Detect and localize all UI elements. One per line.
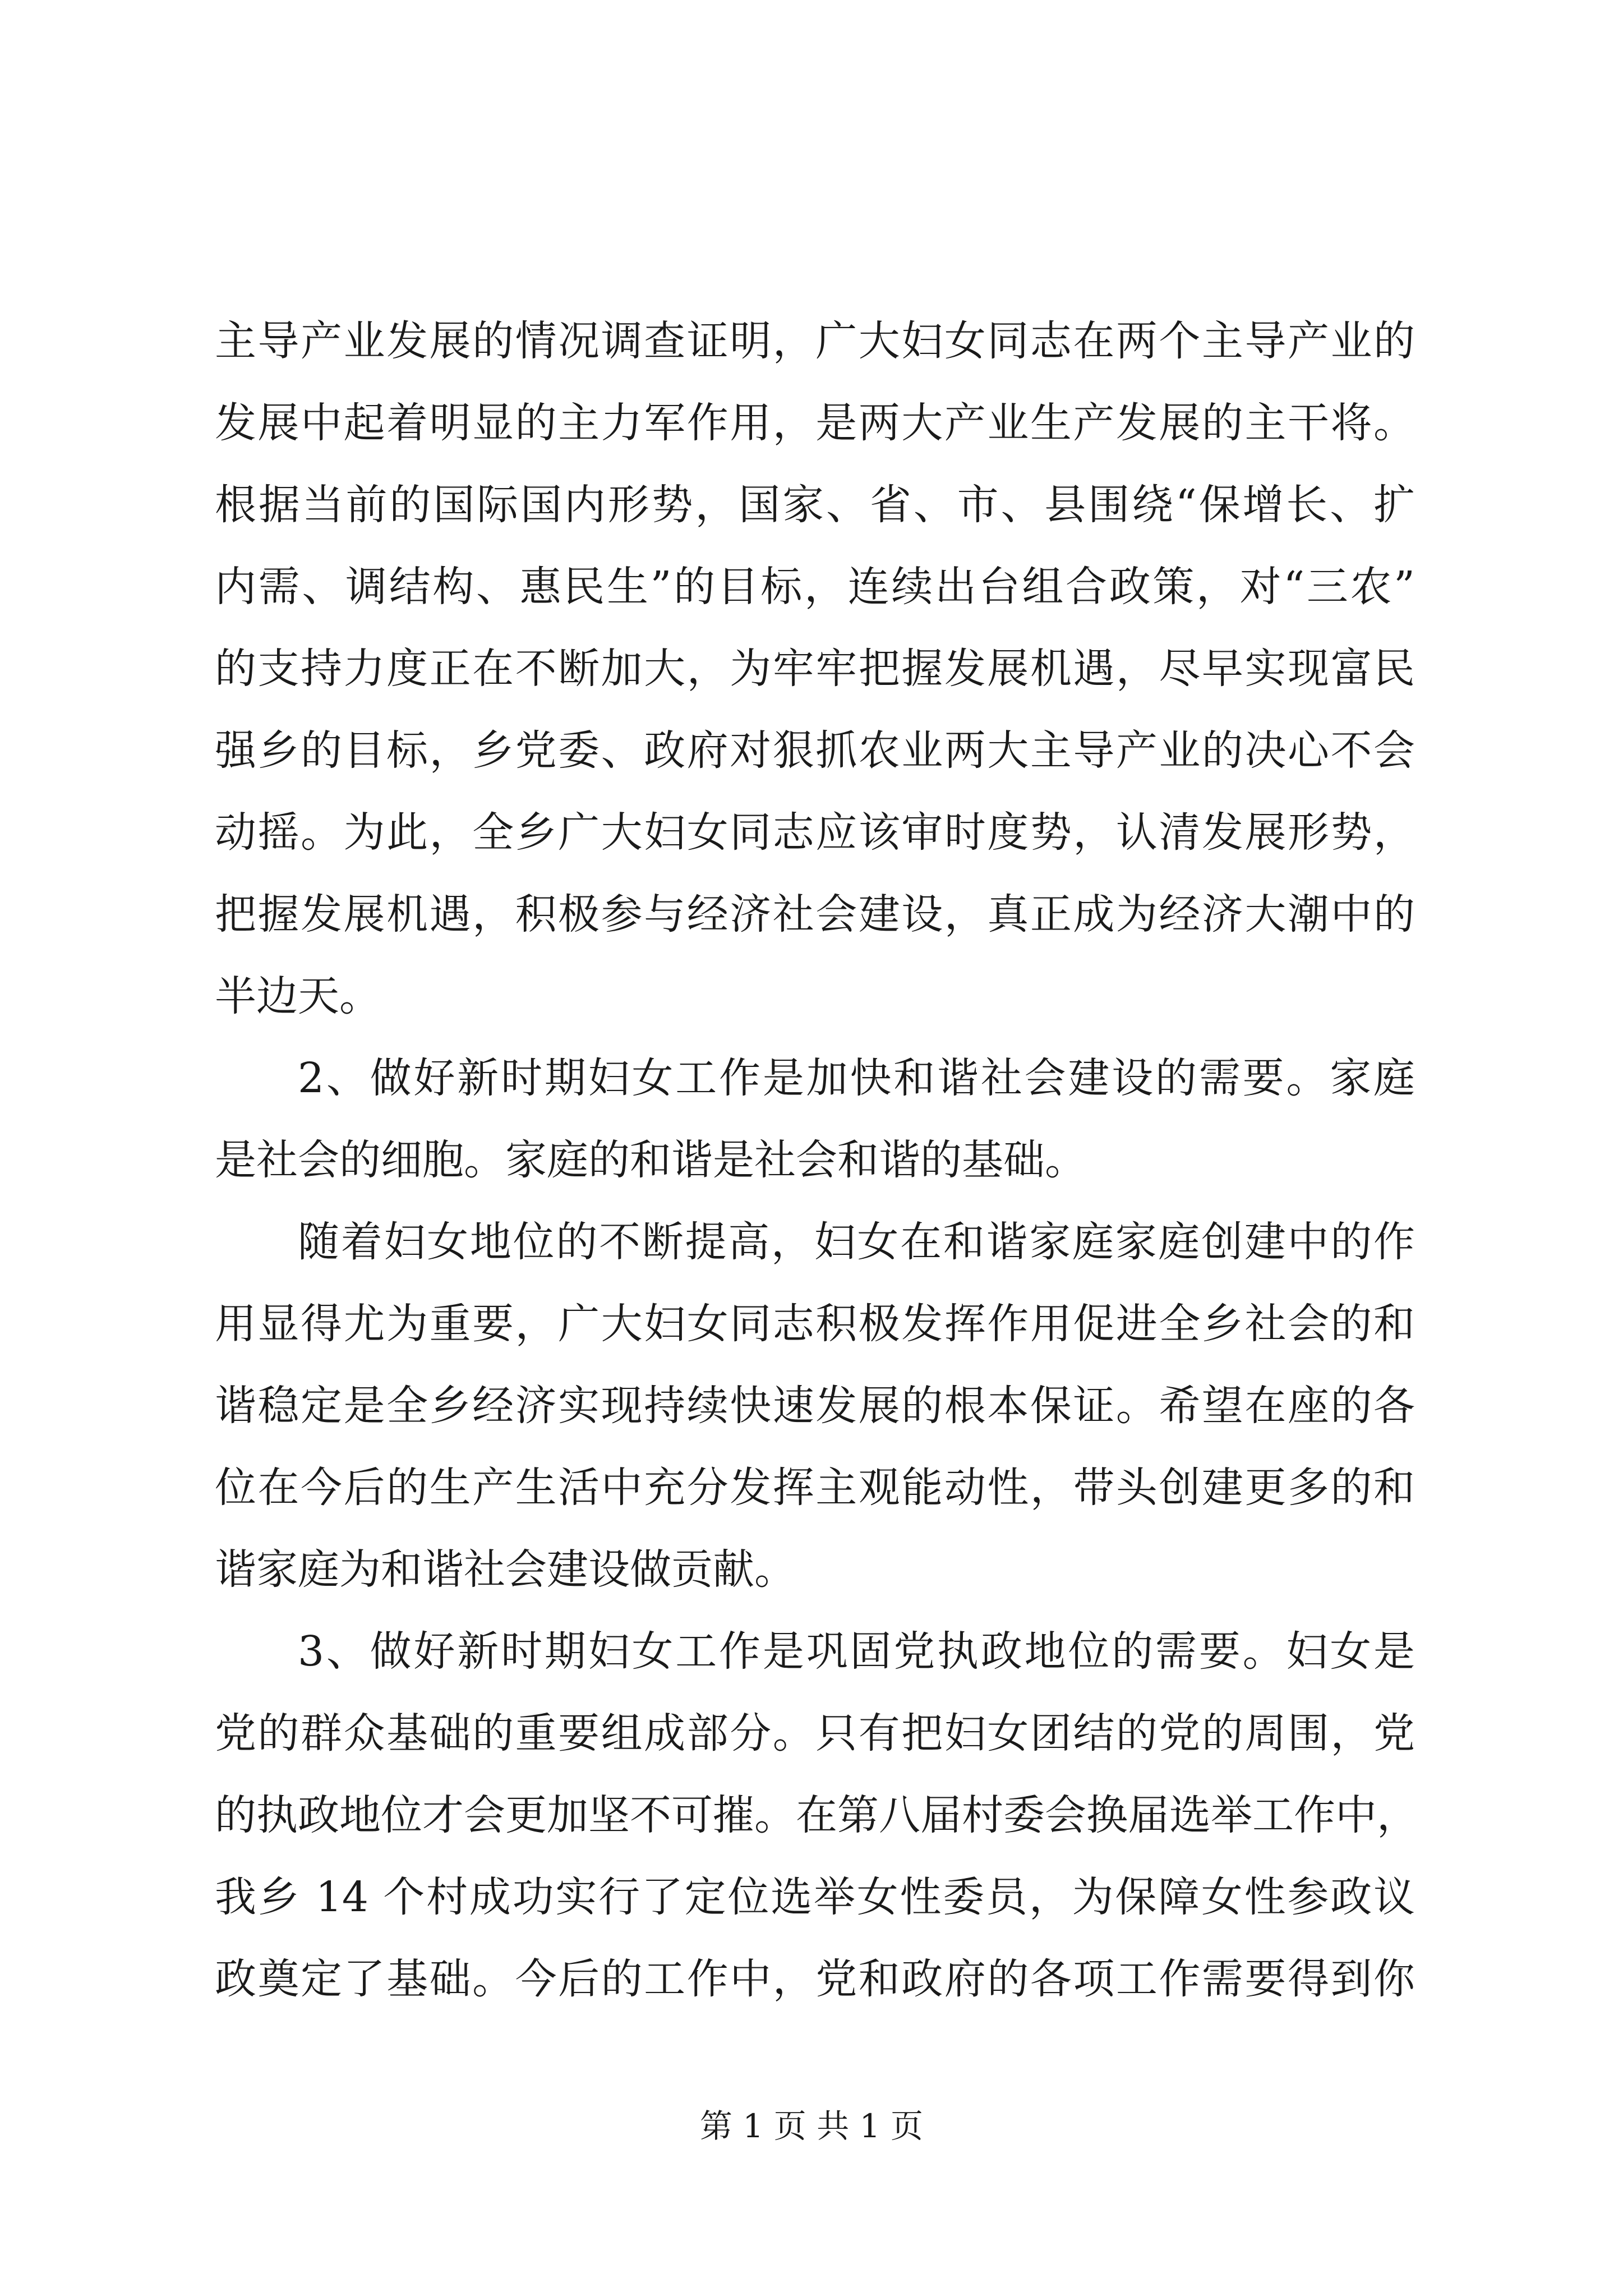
text-line: 党的群众基础的重要组成部分。只有把妇女团结的党的周围，党 — [215, 1709, 1415, 1757]
text-line: 发展中起着明显的主力军作用，是两大产业生产发展的主干将。 — [215, 399, 1415, 447]
text-line: 内需、调结构、惠民生”的目标，连续出台组合政策，对“三农” — [215, 563, 1415, 611]
text-line: 把握发展机遇，积极参与经济社会建设，真正成为经济大潮中的 — [215, 890, 1415, 938]
text-line: 谐家庭为和谐社会建设做贡献。 — [215, 1545, 796, 1594]
text-line: 半边天。 — [215, 972, 381, 1020]
text-line: 我乡 14 个村成功实行了定位选举女性委员，为保障女性参政议 — [215, 1873, 1415, 1921]
text-line: 是社会的细胞。家庭的和谐是社会和谐的基础。 — [215, 1136, 1086, 1184]
text-line: 用显得尤为重要，广大妇女同志积极发挥作用促进全乡社会的和 — [215, 1300, 1415, 1348]
text-line: 的执政地位才会更加坚不可摧。在第八届村委会换届选举工作中， — [215, 1791, 1418, 1839]
text-line: 动摇。为此，全乡广大妇女同志应该审时度势，认清发展形势， — [215, 808, 1415, 857]
text-line: 谐稳定是全乡经济实现持续快速发展的根本保证。希望在座的各 — [215, 1382, 1415, 1430]
text-line: 主导产业发展的情况调查证明，广大妇女同志在两个主导产业的 — [215, 317, 1415, 365]
text-line: 政奠定了基础。今后的工作中，党和政府的各项工作需要得到你 — [215, 1955, 1415, 2003]
text-line: 强乡的目标，乡党委、政府对狠抓农业两大主导产业的决心不会 — [215, 726, 1415, 775]
text-line: 3、做好新时期妇女工作是巩固党执政地位的需要。妇女是 — [298, 1627, 1415, 1676]
body-text — [215, 300, 1418, 2020]
text-line: 2、做好新时期妇女工作是加快和谐社会建设的需要。家庭 — [298, 1054, 1415, 1102]
text-line: 的支持力度正在不断加大，为牢牢把握发展机遇，尽早实现富民 — [215, 645, 1415, 693]
text-line: 随着妇女地位的不断提高，妇女在和谐家庭家庭创建中的作 — [298, 1218, 1415, 1266]
text-line: 位在今后的生产生活中充分发挥主观能动性，带头创建更多的和 — [215, 1464, 1415, 1512]
page-footer: 第 1 页 共 1 页 — [700, 2107, 923, 2145]
text-line: 根据当前的国际国内形势，国家、省、市、县围绕“保增长、扩 — [215, 481, 1415, 529]
